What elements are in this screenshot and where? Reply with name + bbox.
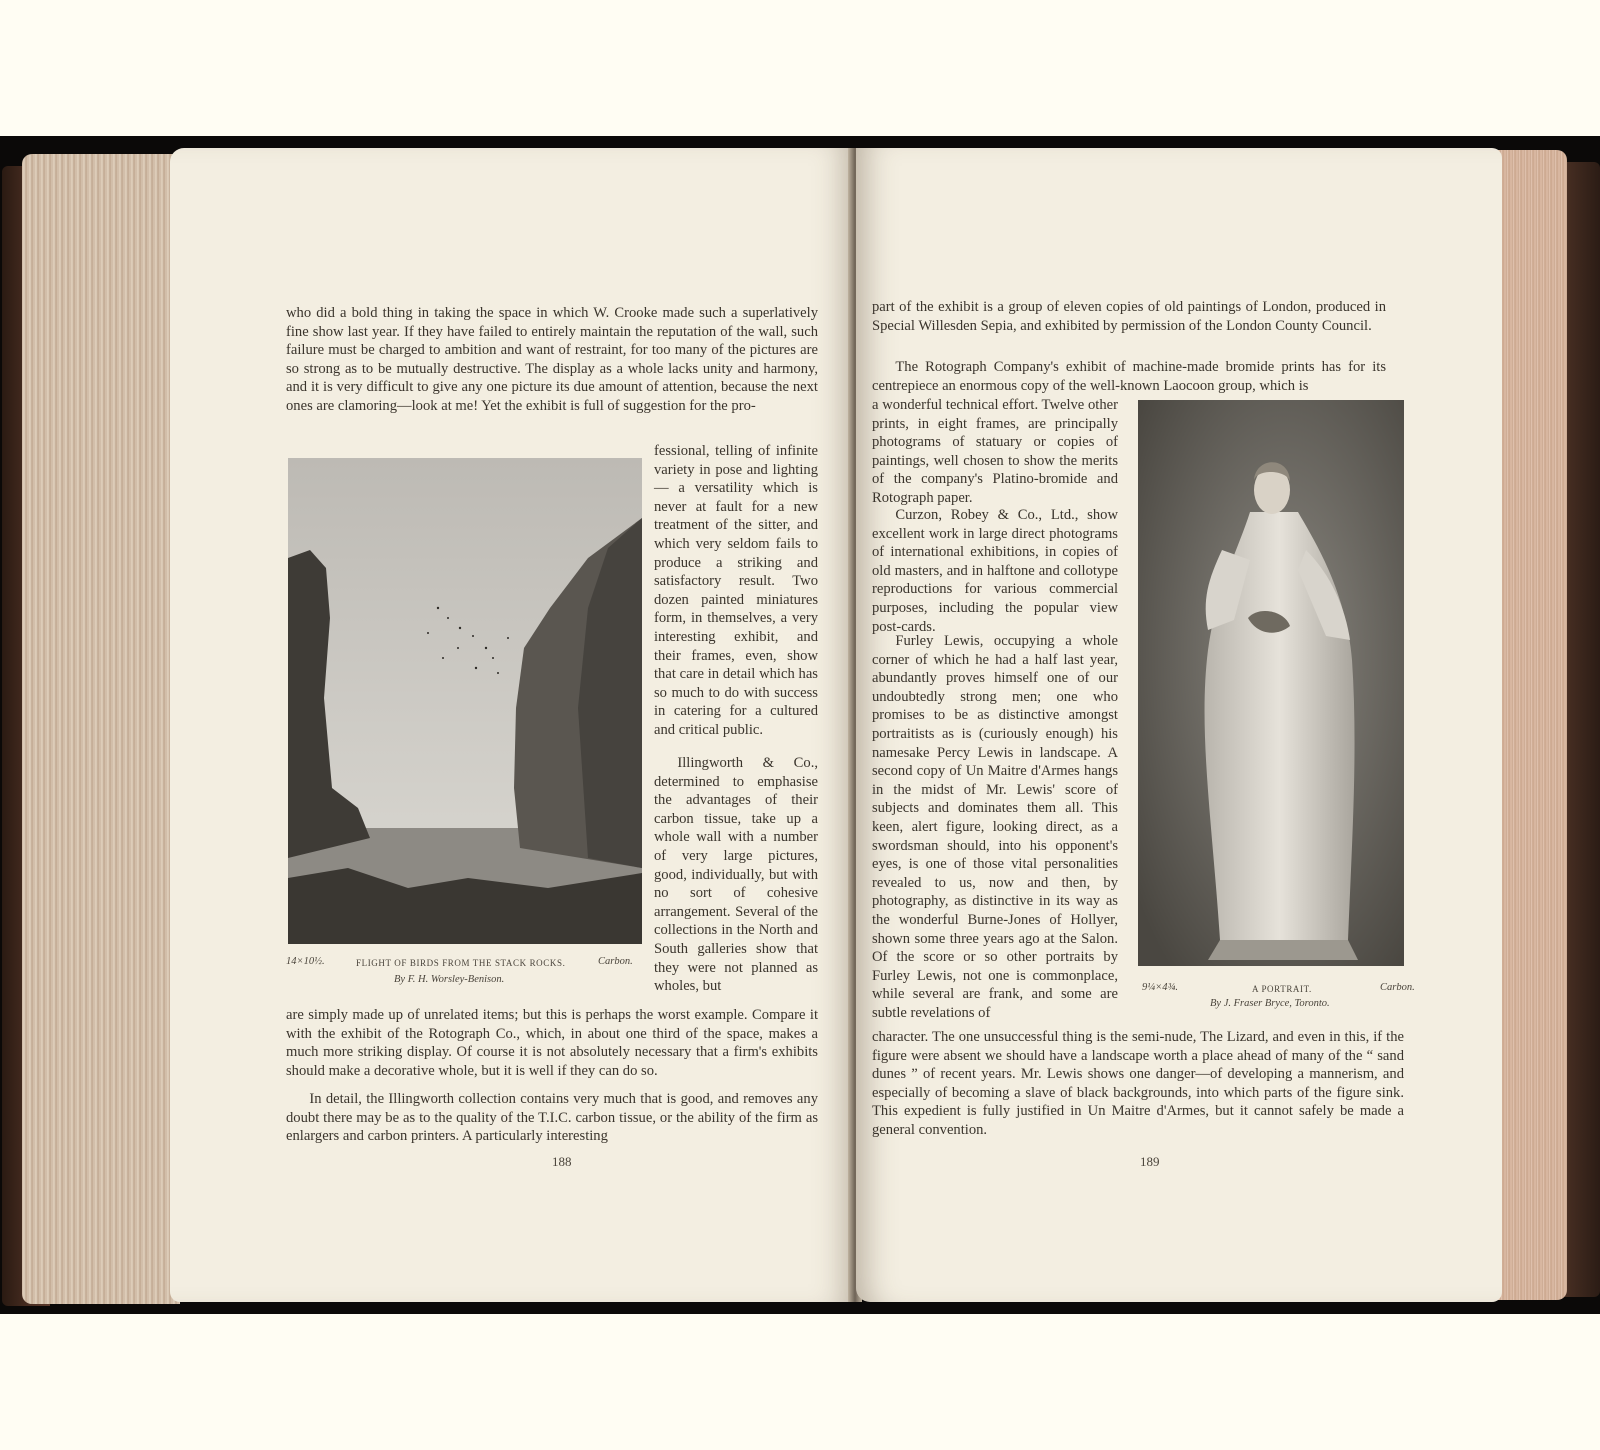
portrait-photo — [1138, 400, 1404, 966]
open-book — [0, 136, 1600, 1314]
left-photo-title: FLIGHT OF BIRDS FROM THE STACK ROCKS. — [356, 958, 566, 968]
right-page — [856, 148, 1502, 1302]
left-bottom-paragraph-2: In detail, the Illingworth collection contains very much that is good, and removes any doubt there may be as to the quality of the T.I.C. carbon tissue, or the ability of the firm as enlargers and carbon printers. A particularly interesting — [286, 1091, 818, 1145]
right-rotograph-paragraph: The Rotograph Company's exhibit of machine-made bromide prints has for its centrepiece an enormous copy of the well-known Laocoon group, which is — [872, 359, 1386, 394]
right-photo-title: A PORTRAIT. — [1252, 984, 1312, 994]
left-bottom-paragraph-1: are simply made up of unrelated items; but this is perhaps the worst example. Compare it with the exhibit of the Rotograph Co., which, in about one third of the space, makes a much more striking display. Of course it is not absolutely necessary that a firm's exhibits should make a decorative whole, but it is well if they can do so. — [286, 1007, 818, 1079]
right-photo-credit: By J. Fraser Bryce, Toronto. — [1210, 998, 1330, 1009]
right-side-column-3: Furley Lewis, occupying a whole corner of which he had a half last year, abundantly proves himself one of our undoubtedly strong men; one who promises to be as distinctive amongst portraitists as is (curiously enough) his namesake Percy Lewis in landscape. A second copy of Un Maitre d'Armes hangs in the midst of Mr. Lewis' score of subjects and dominates them all. This keen, alert figure, looking direct, as a swordsman should, into his opponent's eyes, is one of those vital personalities revealed to us, now and then, by photography, as distinctive in its way as the wonderful Burne-Jones of Hollyer, shown some three years ago at the Salon. Of the score or so other portraits by Furley Lewis, not one is commonplace, while several are frank, and some are subtle revelations of — [872, 633, 1118, 1021]
left-photo-process: Carbon. — [598, 956, 633, 967]
left-photo-credit: By F. H. Worsley-Benison. — [394, 974, 505, 985]
left-side-column-1: fessional, telling of infinite variety in pose and lighting — a versatility which is never at fault for a new treatment of the sitter, and which very seldom fails to produce a striking and satisfactory result. Two dozen painted miniatures form, in themselves, a very interesting exhibit, and their frames, even, show that care in detail which has so much to do with success in catering for a cultured and critical public. — [654, 443, 818, 738]
right-side-column-1: a wonderful technical effort. Twelve other prints, in eight frames, are principally photograms of statuary or copies of paintings, well chosen to show the merits of the company's Platino-bromide and Rotograph paper. — [872, 397, 1118, 506]
left-side-column-2: Illingworth & Co., determined to emphasise the advantages of their carbon tissue, take up a whole wall with a number of very large pictures, good, individually, but with no sort of cohesive arrangement. Several of the collections in the North and South galleries show that they were not planned as wholes, but — [654, 755, 818, 995]
right-cover — [1562, 162, 1600, 1297]
left-photo-size: 14×10½. — [286, 956, 325, 967]
right-photo-process: Carbon. — [1380, 982, 1415, 993]
right-top-paragraph: part of the exhibit is a group of eleven copies of old paintings of London, produced in Special Willesden Sepia, and exhibited by permission of the London County Council. — [872, 299, 1386, 334]
right-photo-size: 9¼×4¾. — [1142, 982, 1178, 993]
right-bottom-paragraph: character. The one unsuccessful thing is the semi-nude, The Lizard, and even in this, if the figure were absent we should have a landscape worth a place ahead of many of the “ sand dunes ” of recent years. Mr. Lewis shows one danger—of developing a mannerism, and especially of becoming a slave of black backgrounds, into which parts of the figure sink. This expedient is fully justified in Un Maitre d'Armes, but it cannot safely be made a general convention. — [872, 1029, 1404, 1138]
right-side-column-2: Curzon, Robey & Co., Ltd., show excellent work in large direct photograms of international exhibitions, in copies of old masters, and in halftone and collotype reproductions for various commercial purposes, including the popular view post-cards. — [872, 507, 1118, 635]
right-page-edges — [1495, 150, 1567, 1300]
left-page-edges — [22, 154, 180, 1304]
left-page — [170, 148, 854, 1302]
stack-rocks-photo — [288, 458, 642, 944]
left-top-paragraph: who did a bold thing in taking the space in which W. Crooke made such a superlatively fine show last year. If they have failed to entirely maintain the reputation of the wall, such failure must be charged to ambition and want of restraint, for too many of the pictures are so strong as to be mutually destructive. The display as a whole lacks unity and harmony, and it is very difficult to give any one picture its due amount of attention, because the next ones are clamoring—look at me! Yet the exhibit is full of suggestion for the pro- — [286, 305, 818, 414]
left-page-number: 188 — [552, 1154, 572, 1169]
right-page-number: 189 — [1140, 1154, 1160, 1169]
